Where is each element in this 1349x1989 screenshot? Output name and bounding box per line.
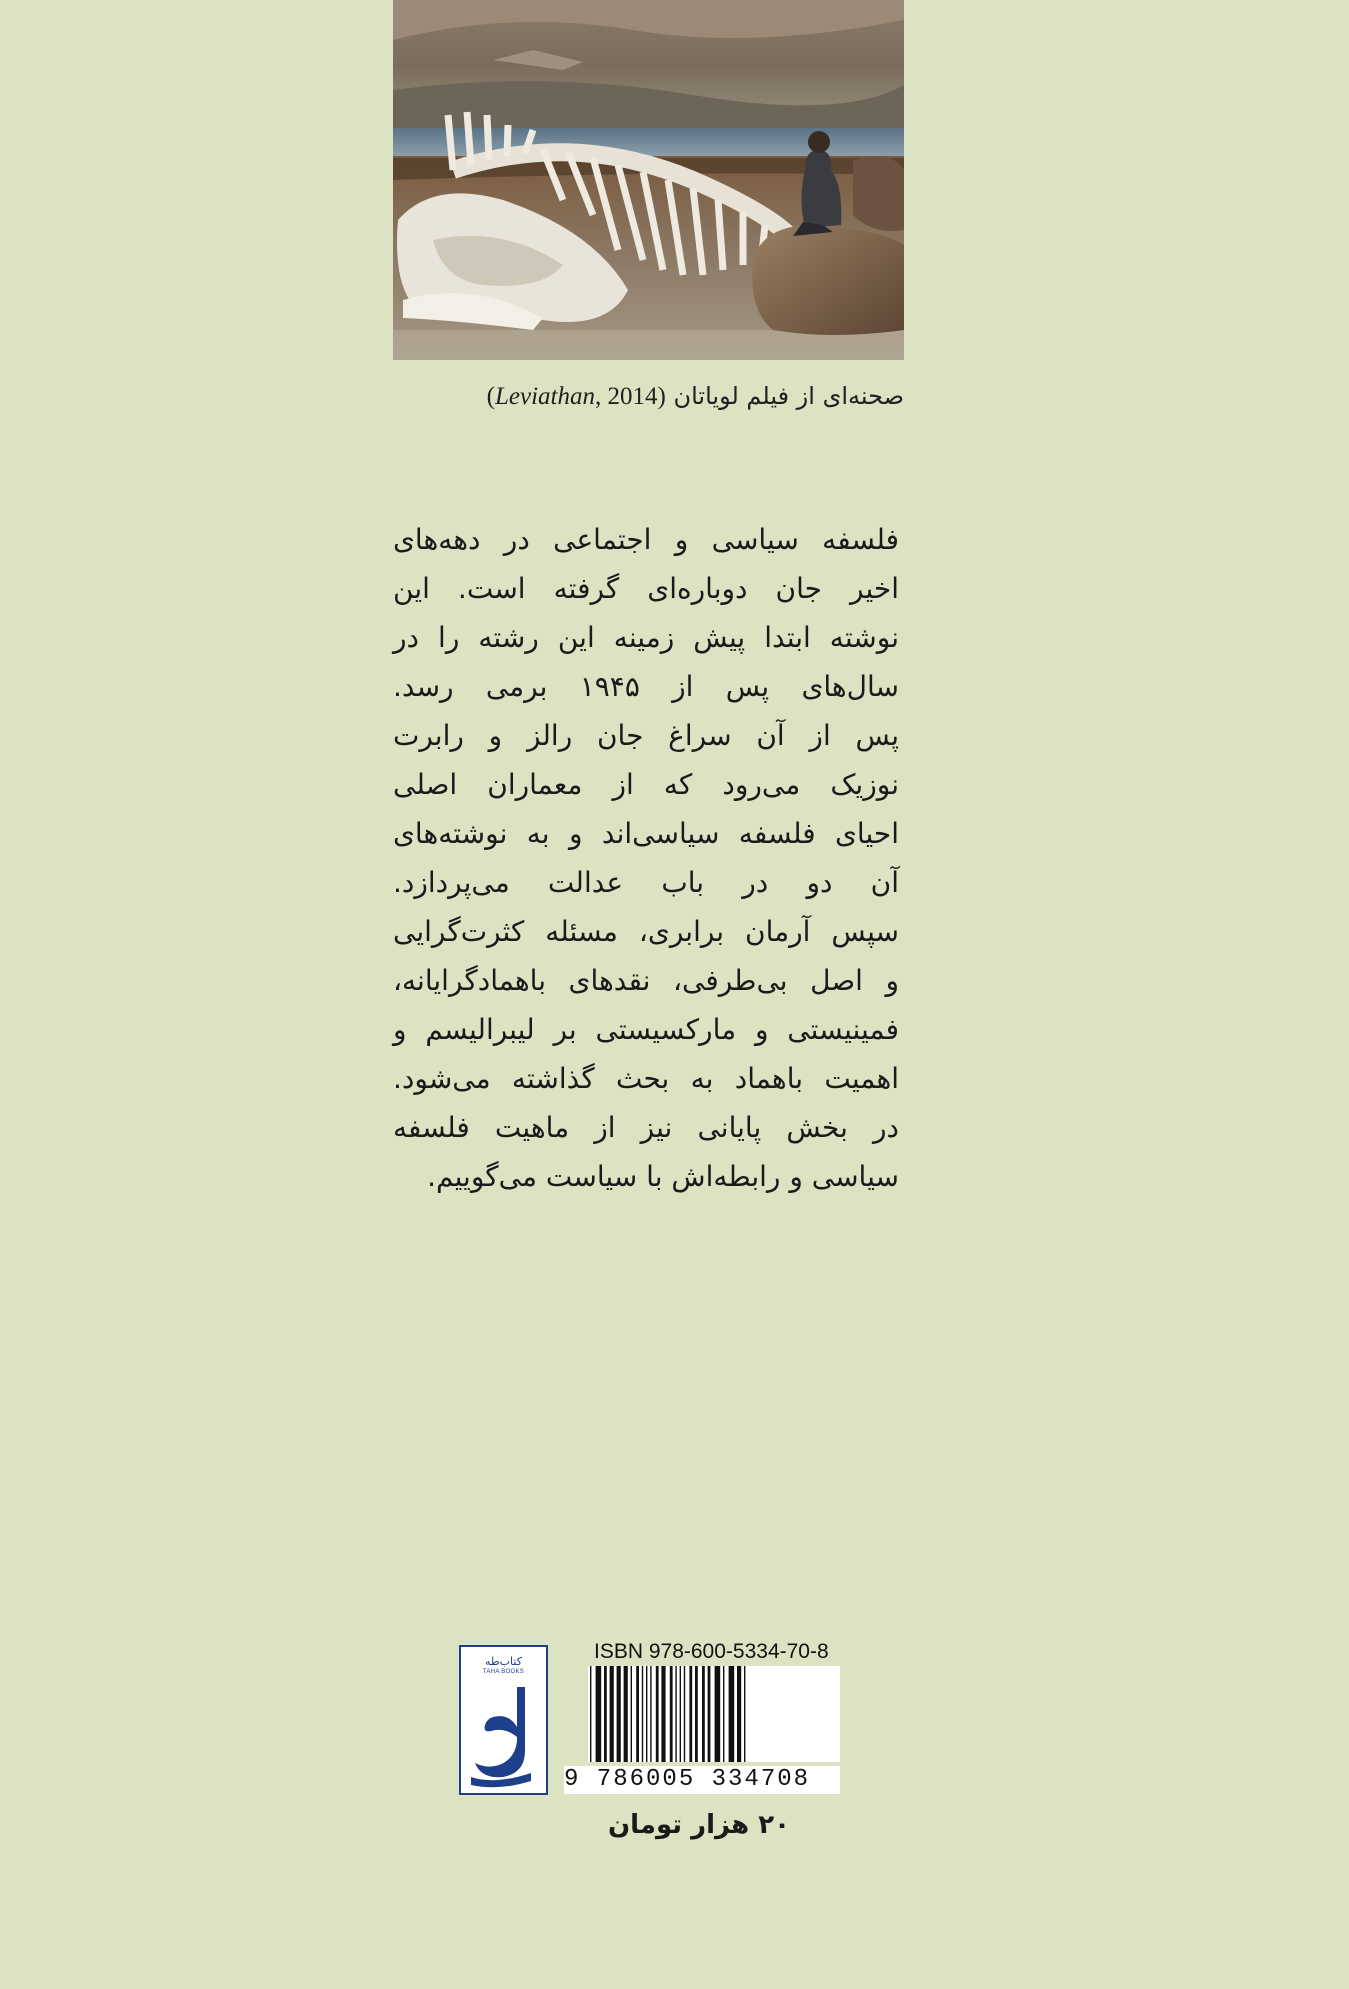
whale-skeleton-photo-icon	[393, 0, 904, 360]
taha-books-logo-icon	[465, 1681, 543, 1789]
cover-photo	[393, 0, 904, 360]
publisher-name: کتاب‌طه	[485, 1655, 522, 1668]
blurb-line: احیای فلسفه سیاسی‌اند و به نوشته‌های	[393, 817, 899, 850]
blurb-line: فمینیستی و مارکسیستی بر لیبرالیسم و	[393, 1013, 899, 1046]
blurb-line: در بخش پایانی نیز از ماهیت فلسفه	[393, 1111, 899, 1144]
blurb-line: اهمیت باهماد به بحث گذاشته می‌شود.	[393, 1062, 899, 1095]
blurb-line: آن دو در باب عدالت می‌پردازد.	[393, 866, 899, 899]
blurb-line: و اصل بی‌طرفی، نقدهای باهمادگرایانه،	[393, 964, 899, 997]
photo-caption	[393, 378, 904, 415]
price-label: ۲۰ هزار تومان	[607, 1810, 790, 1840]
barcode	[588, 1666, 840, 1762]
caption-persian: صحنه‌ای از فیلم لویاتان	[673, 382, 904, 410]
blurb-line: سال‌های پس از ۱۹۴۵ برمی رسد.	[393, 670, 899, 703]
publisher-logo	[459, 1645, 548, 1795]
blurb-line: فلسفه سیاسی و اجتماعی در دهه‌های	[393, 523, 899, 556]
blurb-line: نوشته ابتدا پیش زمینه این رشته را در	[393, 621, 899, 654]
barcode-bars-icon	[588, 1666, 840, 1762]
back-cover-blurb	[393, 515, 899, 1201]
blurb-line: سیاسی و رابطه‌اش با سیاست می‌گوییم.	[427, 1160, 899, 1193]
barcode-digits: 9 786005 334708	[564, 1766, 840, 1794]
publisher-name-latin: TAHA BOOKS	[482, 1669, 525, 1675]
blurb-line: نوزیک می‌رود که از معماران اصلی	[393, 768, 899, 801]
blurb-line: سپس آرمان برابری، مسئله کثرت‌گرایی	[393, 915, 899, 948]
blurb-line: اخیر جان دوباره‌ای گرفته است. این	[393, 572, 899, 605]
caption-film-title: (Leviathan, 2014)	[486, 383, 666, 410]
blurb-line: پس از آن سراغ جان رالز و رابرت	[393, 719, 899, 752]
caption-film-name: Leviathan	[495, 383, 595, 410]
isbn-label: ISBN 978-600-5334-70-8	[594, 1640, 829, 1663]
